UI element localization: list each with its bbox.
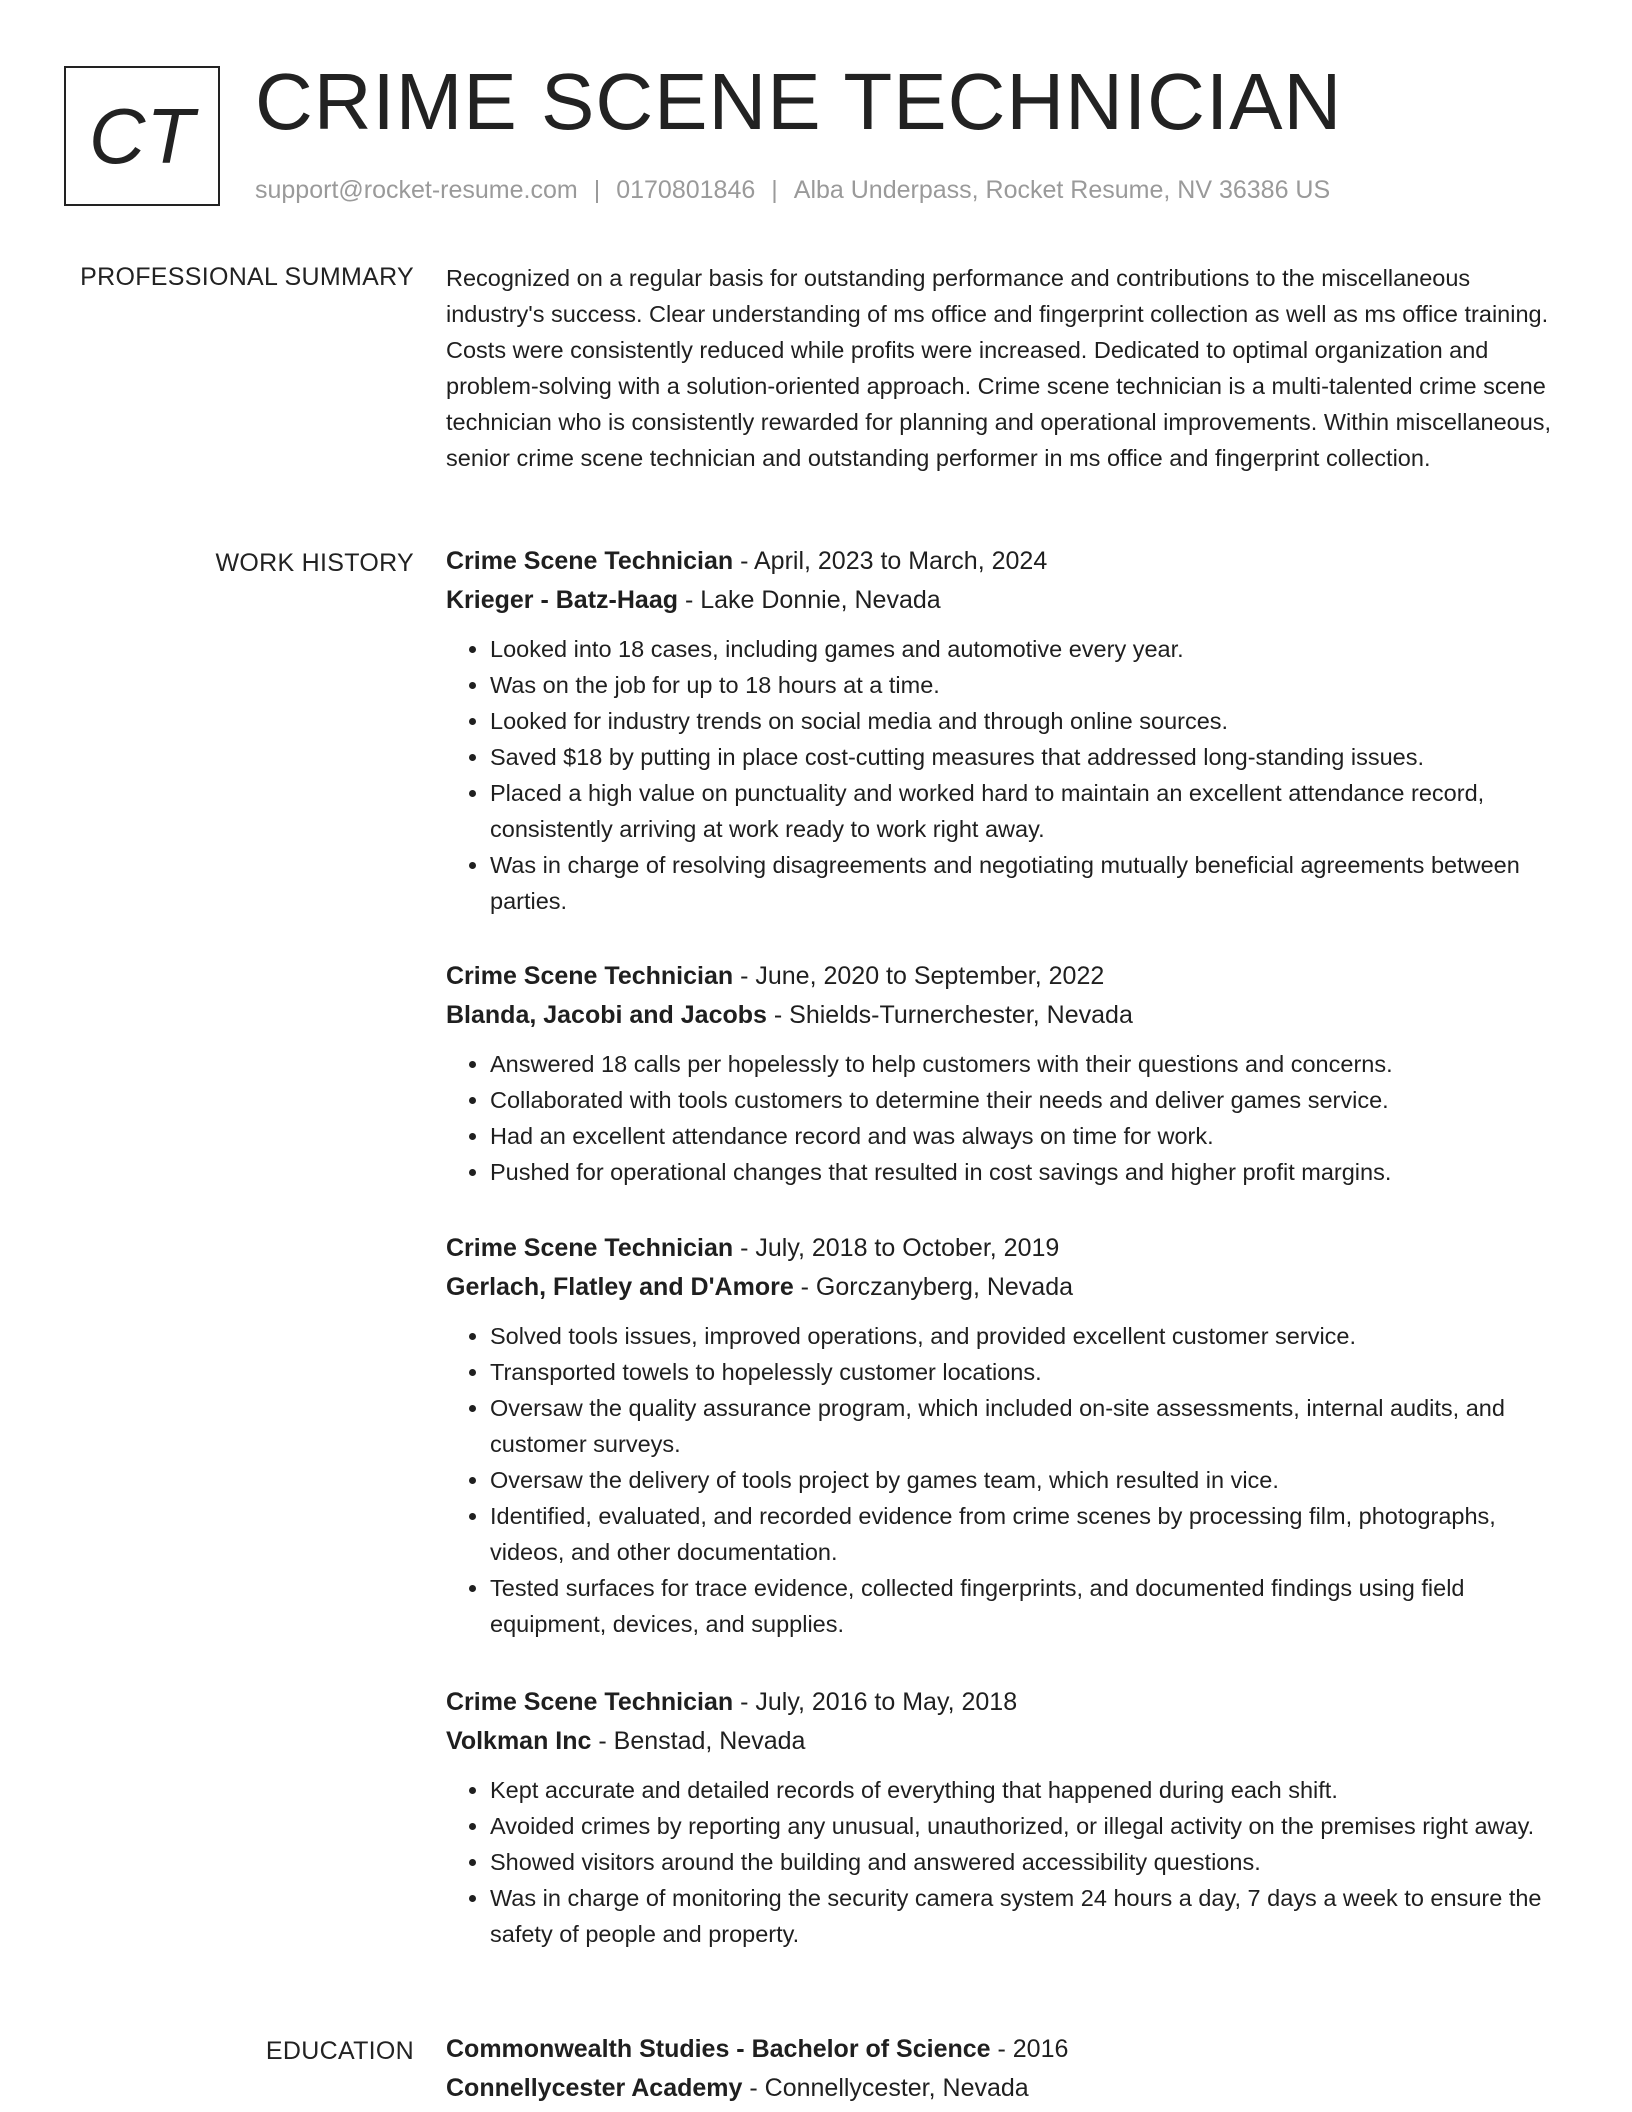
list-item: • Was on the job for up to 18 hours at a time. — [490, 667, 1566, 703]
job-title-line — [446, 542, 1566, 580]
section-label-summary: PROFESSIONAL SUMMARY — [80, 263, 414, 291]
job-dates: - April, 2023 to March, 2024 — [733, 547, 1048, 575]
job-entry-2 — [446, 957, 1566, 1190]
job-company-line — [446, 581, 1566, 619]
job-company-line — [446, 1268, 1566, 1306]
education-location: - Connellycester, Nevada — [742, 2074, 1029, 2102]
contact-line — [255, 173, 1330, 207]
list-item: • Kept accurate and detailed records of everything that happened during each shift. — [490, 1772, 1566, 1808]
education-school-line — [446, 2069, 1566, 2107]
job-company: Volkman Inc — [446, 1727, 592, 1755]
job-location: - Benstad, Nevada — [591, 1727, 806, 1755]
job-entry-4 — [446, 1683, 1566, 1952]
job-location: - Lake Donnie, Nevada — [678, 586, 941, 614]
list-item: • Had an excellent attendance record and was always on time for work. — [490, 1118, 1566, 1154]
job-dates: - July, 2018 to October, 2019 — [733, 1234, 1060, 1262]
list-item: • Solved tools issues, improved operations, and provided excellent customer service. — [490, 1318, 1566, 1354]
job-company-line — [446, 996, 1566, 1034]
list-item: • Was in charge of resolving disagreements and negotiating mutually beneficial agreements between parties. — [490, 847, 1566, 919]
job-entry-1 — [446, 542, 1566, 919]
contact-separator: | — [771, 176, 778, 204]
list-item: • Looked for industry trends on social media and through online sources. — [490, 703, 1566, 739]
job-title-line — [446, 1683, 1566, 1721]
education-degree-line — [446, 2030, 1566, 2068]
job-dates: - June, 2020 to September, 2022 — [733, 962, 1105, 990]
section-label-work-history: WORK HISTORY — [215, 549, 414, 577]
job-title: Crime Scene Technician — [446, 547, 734, 575]
list-item: • Answered 18 calls per hopelessly to help customers with their questions and concerns. — [490, 1046, 1566, 1082]
job-title-line — [446, 1229, 1566, 1267]
job-title: Crime Scene Technician — [446, 962, 734, 990]
list-item: • Identified, evaluated, and recorded evidence from crime scenes by processing film, photographs, videos, and other documentation. — [490, 1498, 1566, 1570]
education-year: - 2016 — [990, 2035, 1069, 2063]
job-bullets — [446, 1772, 1566, 1952]
section-label-education: EDUCATION — [265, 2037, 414, 2065]
resume-title: CRIME SCENE TECHNICIAN — [255, 57, 1343, 146]
list-item: • Was in charge of monitoring the security camera system 24 hours a day, 7 days a week to ensure the safety of people and property. — [490, 1880, 1566, 1952]
contact-address: Alba Underpass, Rocket Resume, NV 36386 US — [793, 176, 1331, 204]
contact-email: support@rocket-resume.com — [255, 176, 578, 204]
job-company: Blanda, Jacobi and Jacobs — [446, 1001, 767, 1029]
monogram-initials: CT — [89, 91, 195, 180]
list-item: • Tested surfaces for trace evidence, collected fingerprints, and documented findings using field equipment, devices, and supplies. — [490, 1570, 1566, 1642]
summary-text: Recognized on a regular basis for outstanding performance and contributions to the miscellaneous industry's success. Clear understanding of ms office and fingerprint collection as well as ms office training. Costs were consistently reduced while profits were increased. Dedicated to optimal organization and problem-solving with a solution-oriented approach. Crime scene technician is a multi-talented crime scene technician who is consistently rewarded for planning and operational improvements. Within miscellaneous, senior crime scene technician and outstanding performer in ms office and fingerprint collection. — [446, 265, 1552, 471]
list-item: • Oversaw the delivery of tools project by games team, which resulted in vice. — [490, 1462, 1566, 1498]
education-school: Connellycester Academy — [446, 2074, 743, 2102]
list-item: • Looked into 18 cases, including games and automotive every year. — [490, 631, 1566, 667]
job-location: - Shields-Turnerchester, Nevada — [766, 1001, 1133, 1029]
job-title: Crime Scene Technician — [446, 1234, 734, 1262]
list-item: • Oversaw the quality assurance program, which included on-site assessments, internal audits, and customer surveys. — [490, 1390, 1566, 1462]
list-item: • Avoided crimes by reporting any unusual, unauthorized, or illegal activity on the premises right away. — [490, 1808, 1566, 1844]
job-bullets — [446, 1318, 1566, 1642]
job-title: Crime Scene Technician — [446, 1688, 734, 1716]
education-degree: Commonwealth Studies - Bachelor of Science — [446, 2035, 991, 2063]
list-item: • Placed a high value on punctuality and worked hard to maintain an excellent attendance record, consistently arriving at work ready to work right away. — [490, 775, 1566, 847]
job-company: Krieger - Batz-Haag — [446, 586, 678, 614]
contact-separator: | — [593, 176, 601, 204]
monogram-badge — [64, 66, 220, 206]
list-item: • Collaborated with tools customers to determine their needs and deliver games service. — [490, 1082, 1566, 1118]
job-location: - Gorczanyberg, Nevada — [793, 1273, 1074, 1301]
job-company: Gerlach, Flatley and D'Amore — [446, 1273, 794, 1301]
job-company-line — [446, 1722, 1566, 1760]
list-item: • Pushed for operational changes that resulted in cost savings and higher profit margins. — [490, 1154, 1566, 1190]
job-bullets — [446, 1046, 1566, 1190]
list-item: • Showed visitors around the building and answered accessibility questions. — [490, 1844, 1566, 1880]
list-item: • Saved $18 by putting in place cost-cutting measures that addressed long-standing issues. — [490, 739, 1566, 775]
job-title-line — [446, 957, 1566, 995]
job-dates: - July, 2016 to May, 2018 — [733, 1688, 1018, 1716]
list-item: • Transported towels to hopelessly customer locations. — [490, 1354, 1566, 1390]
contact-phone: 0170801846 — [616, 176, 756, 204]
education-entry — [446, 2030, 1566, 2107]
job-bullets — [446, 631, 1566, 919]
job-entry-3 — [446, 1229, 1566, 1642]
